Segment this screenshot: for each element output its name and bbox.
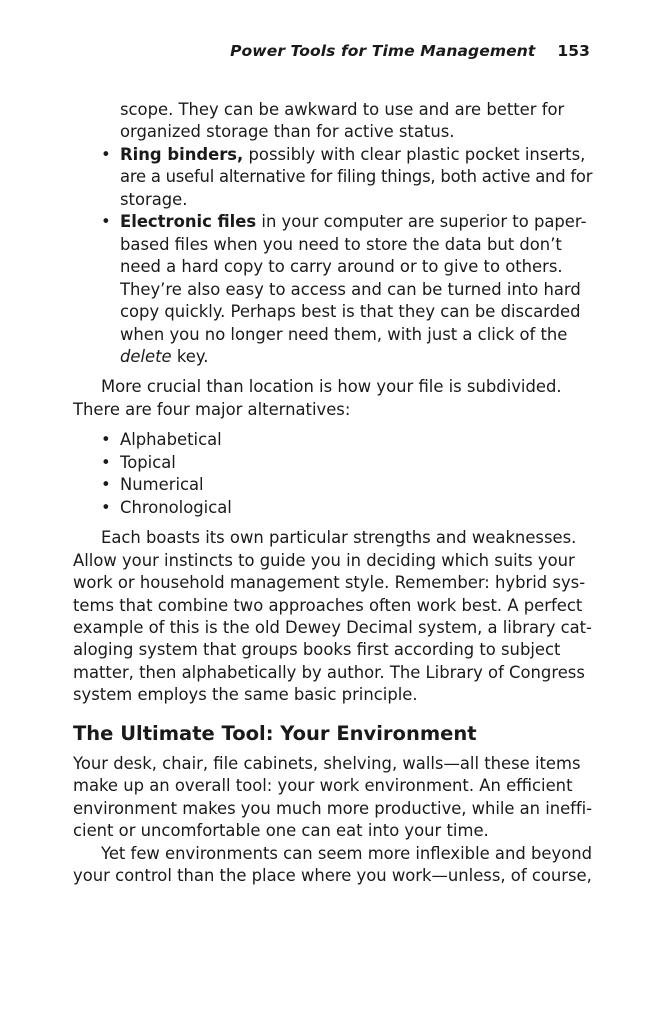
list-item-label: Chronological	[120, 497, 232, 517]
text-line: work or household management style. Remember: hybrid sys-	[73, 573, 586, 593]
text-line: make up an overall tool: your work environment. An efficient	[73, 776, 573, 796]
text-line: There are four major alternatives:	[73, 399, 351, 419]
list-item-label: Numerical	[120, 475, 204, 495]
text-line: are a useful alternative for filing things, both active and for	[120, 167, 593, 187]
text-line: based files when you need to store the data but don’t	[120, 234, 562, 254]
bullet-item-ring-binders	[73, 144, 592, 211]
text-line: environment makes you much more productive, while an ineffi-	[73, 798, 592, 818]
text-line: scope. They can be awkward to use and are better for	[120, 100, 565, 119]
section-heading: The Ultimate Tool: Your Environment	[73, 721, 477, 745]
list-item-label: Topical	[120, 452, 176, 472]
page-number: 153	[557, 42, 590, 60]
paragraph-first-line: Each boasts its own particular strengths and weaknesses.	[101, 528, 577, 548]
body-text	[73, 99, 592, 888]
running-head	[230, 42, 590, 60]
text-line: need a hard copy to carry around or to give to others.	[120, 257, 563, 277]
text-line: your control than the place where you work—unless, of course,	[73, 866, 592, 886]
paragraph-first-line: Your desk, chair, file cabinets, shelving, walls—all these items	[73, 753, 581, 773]
list-item-label: Alphabetical	[120, 430, 222, 450]
bullet-dot-icon: •	[101, 475, 111, 495]
text-run: possibly with clear plastic pocket inserts,	[243, 144, 586, 164]
text-line: They’re also easy to access and can be turned into hard	[120, 279, 581, 299]
term-ring-binders: Ring binders,	[120, 144, 244, 164]
term-electronic-files: Electronic files	[120, 212, 257, 232]
text-line: organized storage than for active status.	[120, 122, 455, 142]
list-item	[73, 497, 592, 519]
list-item	[73, 429, 592, 451]
text-line: aloging system that groups books first according to subject	[73, 640, 561, 660]
text-line: system employs the same basic principle.	[73, 685, 418, 705]
text-line: Allow your instincts to guide you in deciding which suits your	[73, 550, 575, 570]
bullet-dot-icon: •	[101, 212, 111, 232]
key-name-delete: delete	[120, 346, 172, 366]
bullet-dot-icon: •	[101, 452, 111, 472]
bullet-item-electronic-files	[73, 211, 592, 368]
paragraph-first-line: More crucial than location is how your file is subdivided.	[101, 377, 562, 397]
text-line: storage.	[120, 189, 188, 209]
text-line: copy quickly. Perhaps best is that they can be discarded	[120, 302, 581, 322]
bullet-dot-icon: •	[101, 144, 111, 164]
running-head-title: Power Tools for Time Management	[230, 42, 536, 60]
text-run: in your computer are superior to paper-	[256, 212, 587, 232]
text-line: cient or uncomfortable one can eat into your time.	[73, 821, 489, 841]
text-line: tems that combine two approaches often work best. A perfect	[73, 595, 583, 615]
text-line	[73, 211, 592, 233]
text-line	[73, 346, 592, 368]
bullet-dot-icon: •	[101, 497, 111, 517]
list-item	[73, 452, 592, 474]
paragraph-first-line: Yet few environments can seem more inflexible and beyond	[101, 843, 592, 863]
text-line: matter, then alphabetically by author. The Library of Congress	[73, 662, 585, 682]
bullet-dot-icon: •	[101, 430, 111, 450]
text-line: when you no longer need them, with just a click of the	[120, 324, 568, 344]
text-run: key.	[171, 346, 209, 366]
text-line	[73, 144, 592, 166]
text-line: example of this is the old Dewey Decimal system, a library cat-	[73, 617, 592, 637]
list-item	[73, 474, 592, 496]
